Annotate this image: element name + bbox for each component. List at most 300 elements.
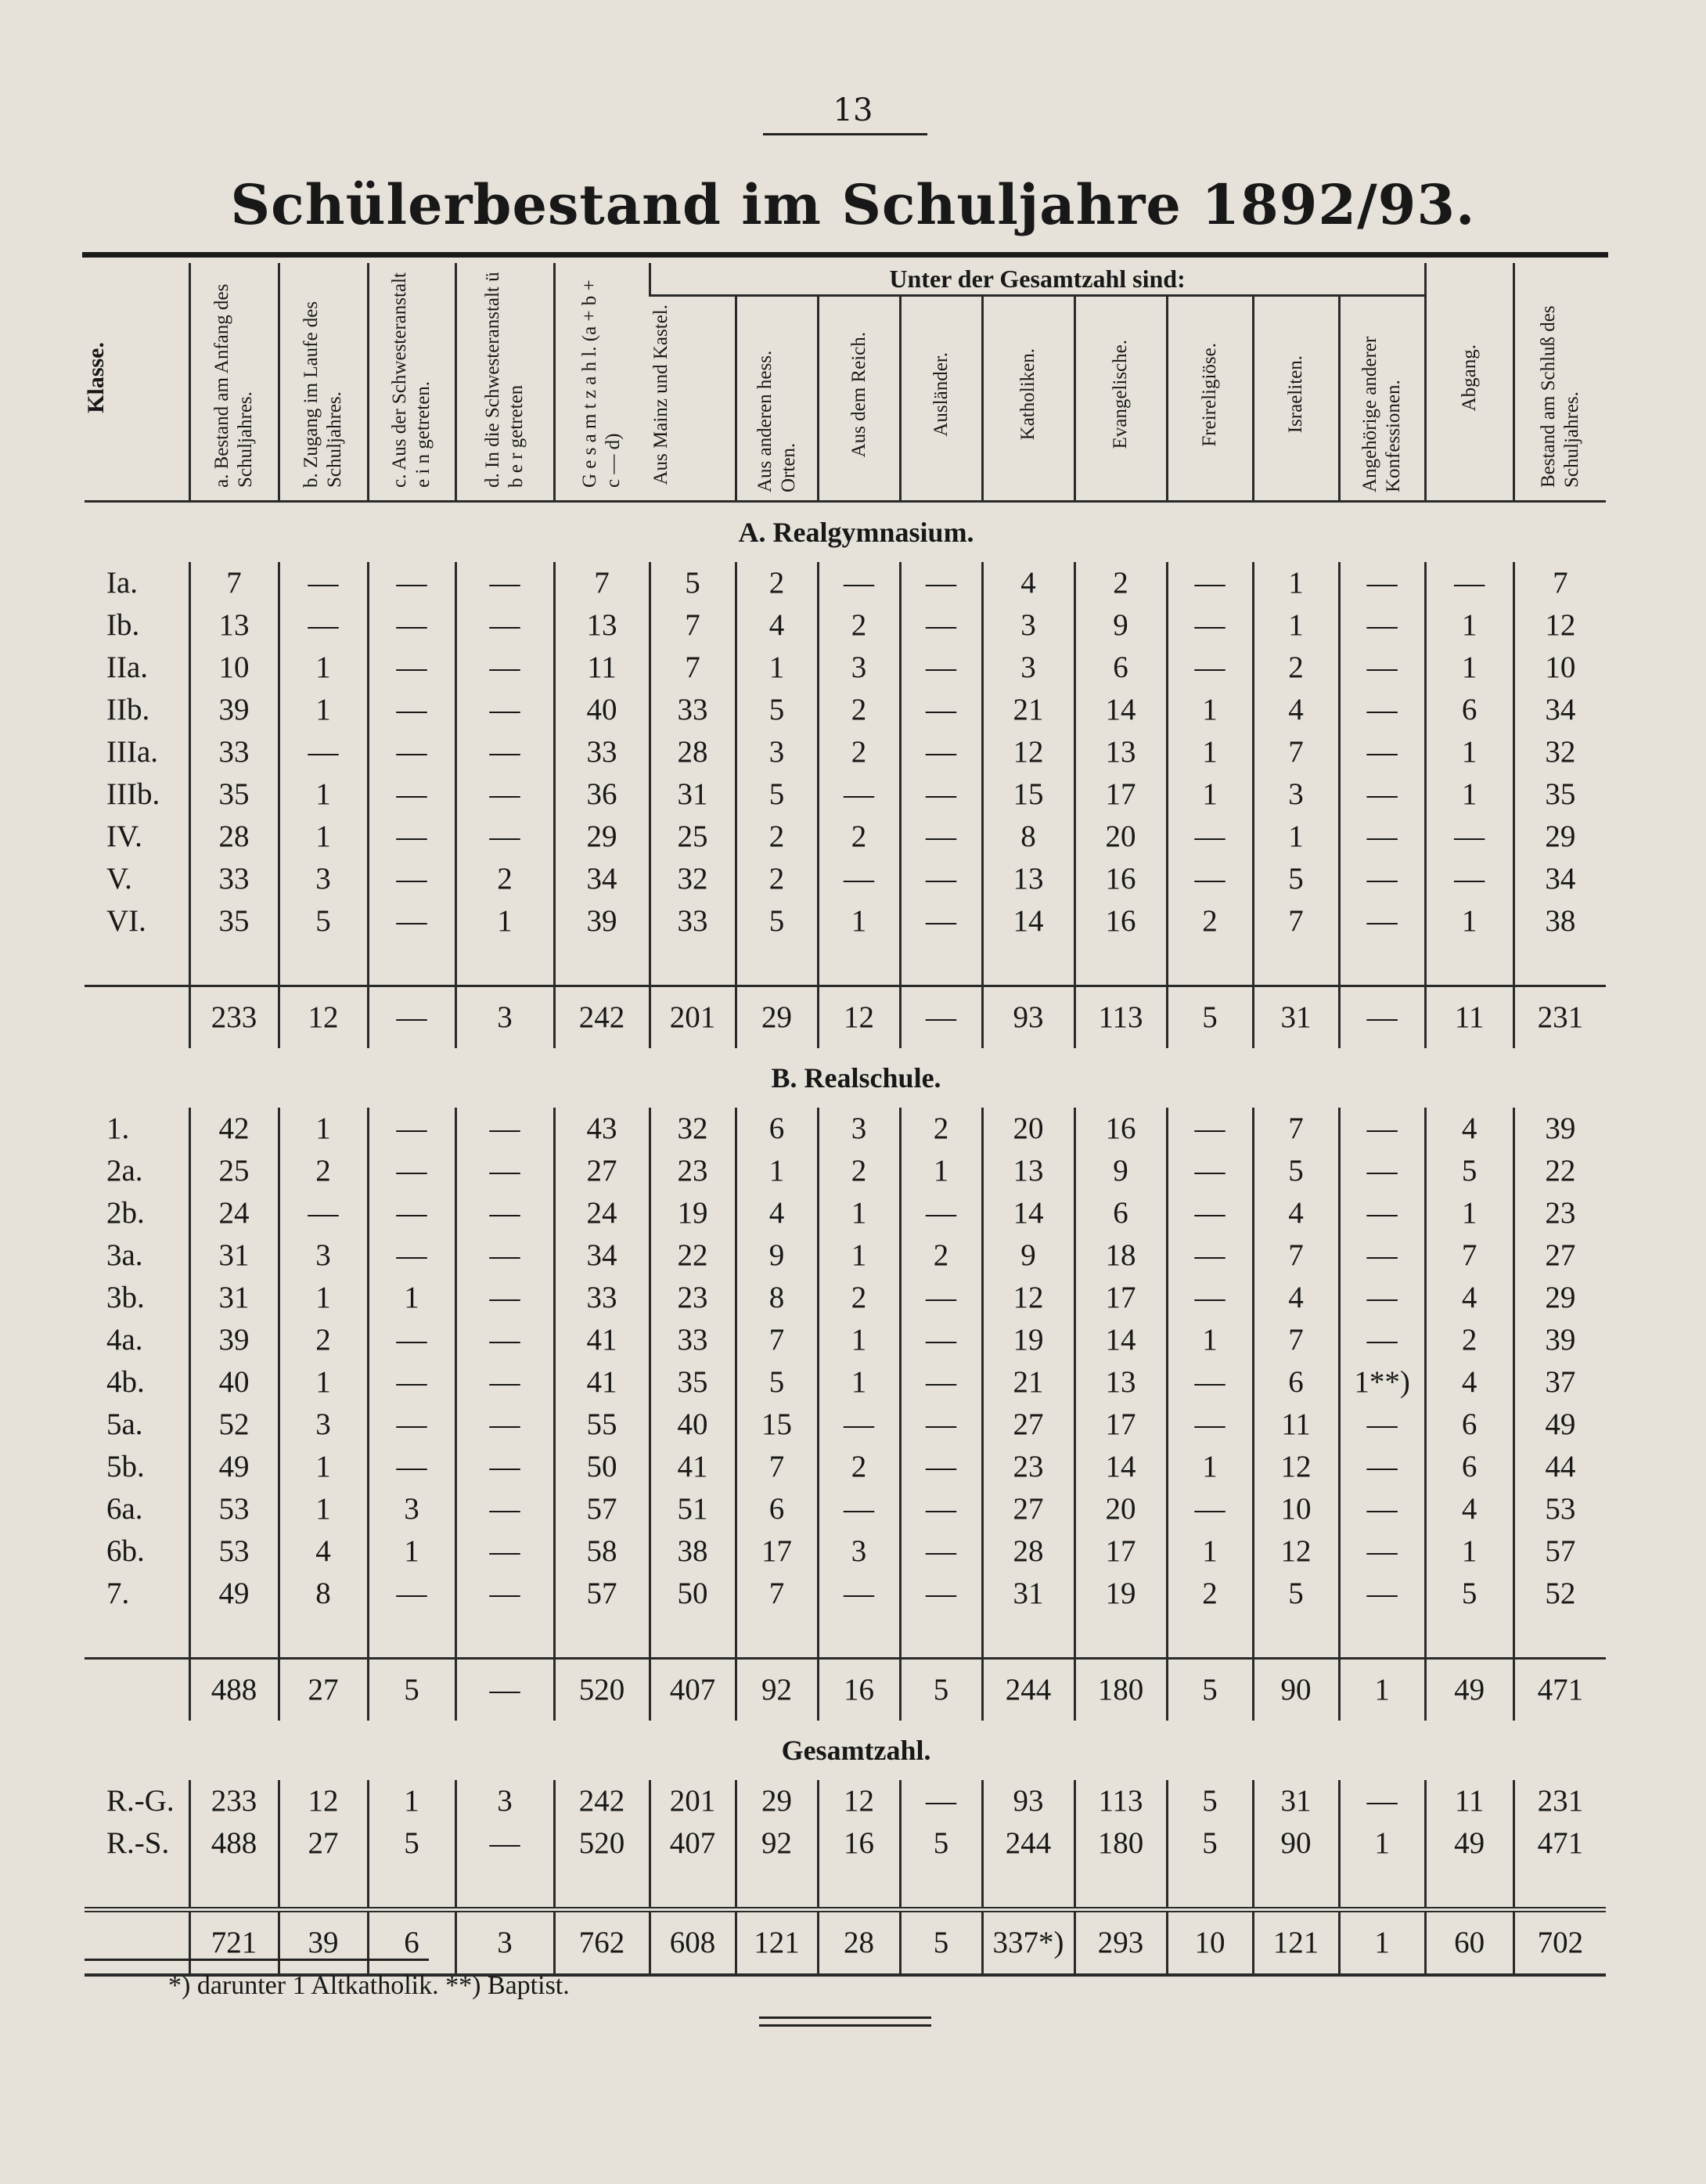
table-cell: 113 — [1074, 1780, 1167, 1822]
table-cell: 5 — [368, 1659, 455, 1721]
table-cell: 24 — [189, 1192, 279, 1234]
table-cell: 1 — [279, 1488, 368, 1530]
row-label: 3b. — [106, 1281, 145, 1314]
gesamtzahl-body — [85, 1721, 1606, 1975]
spacer-cell — [1253, 1865, 1339, 1910]
col-head-ausl: Ausländer. — [900, 296, 982, 502]
table-cell: 1 — [1167, 689, 1253, 731]
table-row — [85, 731, 1606, 773]
table-cell: — — [1339, 1780, 1425, 1822]
table-cell: 5 — [1253, 858, 1339, 900]
table-cell: 2 — [818, 1277, 900, 1319]
table-cell: 1 — [1425, 604, 1513, 647]
table-cell: 6 — [1425, 1446, 1513, 1488]
col-head-b: b. Zugang im Laufe des Schuljahres. — [279, 263, 368, 502]
spacer-cell — [189, 942, 279, 986]
table-cell: — — [900, 1446, 982, 1488]
table-cell: 35 — [1513, 773, 1606, 816]
table-cell: 3 — [982, 604, 1074, 647]
table-cell: 2 — [818, 816, 900, 858]
table-cell: 293 — [1074, 1910, 1167, 1976]
table-cell: 29 — [1513, 1277, 1606, 1319]
spacer-cell — [368, 1865, 455, 1910]
table-cell: 16 — [818, 1659, 900, 1721]
table-cell: — — [1425, 562, 1513, 604]
table-cell: 14 — [1074, 1446, 1167, 1488]
table-cell: 6 — [1425, 1404, 1513, 1446]
col-head-klasse: Klasse. — [85, 263, 189, 502]
table-cell: 49 — [1425, 1659, 1513, 1721]
table-cell: 5 — [1167, 1659, 1253, 1721]
row-label: 7. — [106, 1577, 130, 1610]
table-cell: 5 — [1425, 1573, 1513, 1615]
table-cell: — — [1339, 1277, 1425, 1319]
table-cell: 5 — [1167, 1822, 1253, 1865]
table-cell: 33 — [650, 1319, 736, 1361]
table-cell: 21 — [982, 689, 1074, 731]
table-cell: — — [455, 1530, 554, 1573]
table-cell: 1 — [818, 1192, 900, 1234]
table-cell: — — [368, 1108, 455, 1150]
table-cell: — — [1339, 986, 1425, 1049]
page-number-rule — [763, 133, 927, 135]
table-cell: 7 — [736, 1319, 818, 1361]
table-cell: — — [900, 1404, 982, 1446]
table-cell: 53 — [1513, 1488, 1606, 1530]
spacer-cell — [900, 942, 982, 986]
table-cell: 11 — [1253, 1404, 1339, 1446]
table-cell: 12 — [279, 1780, 368, 1822]
table-cell: 14 — [1074, 1319, 1167, 1361]
row-label: 4a. — [106, 1323, 143, 1357]
table-cell: 233 — [189, 1780, 279, 1822]
row-label: 2a. — [106, 1154, 143, 1188]
table-cell: 93 — [982, 1780, 1074, 1822]
table-cell: 2 — [279, 1319, 368, 1361]
table-cell: 4 — [1425, 1361, 1513, 1404]
table-cell: 13 — [982, 1150, 1074, 1192]
table-cell: 1 — [1167, 773, 1253, 816]
spacer-cell — [650, 1615, 736, 1659]
table-cell: — — [368, 1573, 455, 1615]
table-cell: 14 — [1074, 689, 1167, 731]
row-label: 2b. — [106, 1196, 145, 1230]
table-cell: — — [1167, 858, 1253, 900]
table-cell: 1 — [1253, 816, 1339, 858]
table-cell: 1 — [1425, 647, 1513, 689]
table-cell: 53 — [189, 1488, 279, 1530]
table-cell: 33 — [554, 1277, 650, 1319]
spacer-cell — [1167, 942, 1253, 986]
row-label: V. — [106, 862, 132, 896]
table-cell: — — [1167, 1488, 1253, 1530]
table-cell: 27 — [279, 1659, 368, 1721]
table-row — [85, 816, 1606, 858]
table-cell: — — [1339, 1108, 1425, 1150]
spacer-cell — [455, 942, 554, 986]
table-cell: 17 — [1074, 1277, 1167, 1319]
table-cell: 5 — [1253, 1573, 1339, 1615]
title-rule — [82, 252, 1608, 258]
table-cell: 16 — [1074, 1108, 1167, 1150]
table-cell: 7 — [736, 1446, 818, 1488]
table-cell: — — [900, 689, 982, 731]
table-cell: 8 — [279, 1573, 368, 1615]
table-cell: 23 — [1513, 1192, 1606, 1234]
table-cell: 53 — [189, 1530, 279, 1573]
page-number: 13 — [833, 92, 873, 128]
spacer-cell — [1253, 1615, 1339, 1659]
table-cell: 29 — [1513, 816, 1606, 858]
table-cell: — — [455, 816, 554, 858]
spacer-cell — [554, 1865, 650, 1910]
table-cell: 6 — [1253, 1361, 1339, 1404]
table-cell: 13 — [554, 604, 650, 647]
table-cell: 231 — [1513, 986, 1606, 1049]
table-cell: 5 — [736, 900, 818, 942]
col-head-evang: Evangelische. — [1074, 296, 1167, 502]
table-cell: 12 — [982, 731, 1074, 773]
table-cell: 721 — [189, 1910, 279, 1976]
table-cell: — — [1339, 604, 1425, 647]
table-cell: 3 — [736, 731, 818, 773]
table-cell: — — [368, 562, 455, 604]
table-cell: 3 — [455, 1780, 554, 1822]
table-cell: 4 — [1253, 1192, 1339, 1234]
table-cell: — — [455, 562, 554, 604]
table-cell: 7 — [189, 562, 279, 604]
table-cell: 92 — [736, 1659, 818, 1721]
table-cell: 29 — [554, 816, 650, 858]
table-cell: 42 — [189, 1108, 279, 1150]
table-cell: — — [900, 647, 982, 689]
table-cell: 1 — [900, 1150, 982, 1192]
table-cell: 37 — [1513, 1361, 1606, 1404]
table-cell: 39 — [279, 1910, 368, 1976]
table-cell: 25 — [189, 1150, 279, 1192]
table-cell: — — [900, 731, 982, 773]
census-table — [85, 263, 1606, 1977]
spacer-cell — [1074, 942, 1167, 986]
table-cell: 90 — [1253, 1659, 1339, 1721]
table-cell: 1 — [279, 647, 368, 689]
table-cell: 52 — [189, 1404, 279, 1446]
table-cell: — — [455, 1573, 554, 1615]
table-cell: 6 — [368, 1910, 455, 1976]
footnote-rule — [85, 1959, 429, 1961]
table-cell: 13 — [1074, 731, 1167, 773]
table-cell: — — [1167, 562, 1253, 604]
table-cell: 41 — [554, 1361, 650, 1404]
table-cell: 1 — [279, 1277, 368, 1319]
spacer-cell — [1339, 1615, 1425, 1659]
table-cell: 5 — [736, 773, 818, 816]
table-cell: — — [1339, 1573, 1425, 1615]
row-label: R.-G. — [106, 1784, 175, 1818]
table-cell: — — [368, 1404, 455, 1446]
table-cell: 1 — [368, 1780, 455, 1822]
table-cell: 762 — [554, 1910, 650, 1976]
table-cell: 2 — [736, 562, 818, 604]
table-cell: 242 — [554, 1780, 650, 1822]
table-cell: 10 — [1167, 1910, 1253, 1976]
realgymnasium-body — [85, 502, 1606, 1049]
spacer-cell — [1425, 1865, 1513, 1910]
end-rule-1 — [759, 2016, 931, 2019]
table-cell: 40 — [650, 1404, 736, 1446]
table-cell: 4 — [1425, 1277, 1513, 1319]
table-cell: 49 — [1513, 1404, 1606, 1446]
table-cell: 121 — [736, 1910, 818, 1976]
table-cell: 2 — [1425, 1319, 1513, 1361]
table-cell: 17 — [1074, 773, 1167, 816]
table-cell: 16 — [818, 1822, 900, 1865]
table-cell: 1 — [1167, 731, 1253, 773]
spacer-cell — [455, 1615, 554, 1659]
spacer-row — [85, 942, 1606, 986]
table-cell: 233 — [189, 986, 279, 1049]
end-rule-2 — [759, 2024, 931, 2027]
table-cell: 4 — [982, 562, 1074, 604]
table-cell: 34 — [554, 858, 650, 900]
table-cell: 13 — [189, 604, 279, 647]
table-cell: 49 — [189, 1573, 279, 1615]
table-cell: — — [368, 858, 455, 900]
table-cell: 4 — [1425, 1488, 1513, 1530]
table-cell: 31 — [1253, 986, 1339, 1049]
table-cell: 5 — [736, 689, 818, 731]
row-label: 5a. — [106, 1407, 143, 1441]
col-head-abgang: Abgang. — [1425, 263, 1513, 502]
table-cell: 24 — [554, 1192, 650, 1234]
table-cell: 180 — [1074, 1822, 1167, 1865]
table-cell: 15 — [736, 1404, 818, 1446]
section-title: Gesamtzahl. — [781, 1735, 931, 1766]
table-cell: 5 — [900, 1910, 982, 1976]
table-cell: 608 — [650, 1910, 736, 1976]
table-cell: 4 — [279, 1530, 368, 1573]
table-cell: 9 — [982, 1234, 1074, 1277]
table-cell: 11 — [1425, 986, 1513, 1049]
table-cell: 28 — [189, 816, 279, 858]
table-cell: 1 — [1339, 1822, 1425, 1865]
table-cell: 2 — [818, 731, 900, 773]
table-cell: 23 — [650, 1150, 736, 1192]
table-cell: 28 — [650, 731, 736, 773]
table-cell: 9 — [1074, 604, 1167, 647]
table-cell: 702 — [1513, 1910, 1606, 1976]
table-cell: 4 — [1425, 1108, 1513, 1150]
table-cell: 57 — [1513, 1530, 1606, 1573]
table-cell: — — [455, 604, 554, 647]
table-cell: — — [455, 1234, 554, 1277]
table-row — [85, 1192, 1606, 1234]
table-cell: — — [818, 562, 900, 604]
spacer-row — [85, 1865, 1606, 1910]
table-cell: 201 — [650, 986, 736, 1049]
table-cell: 39 — [554, 900, 650, 942]
spacer-cell — [736, 942, 818, 986]
table-cell: 1 — [1425, 1530, 1513, 1573]
table-cell: 32 — [650, 1108, 736, 1150]
table-cell: — — [818, 1488, 900, 1530]
table-row — [85, 1234, 1606, 1277]
table-cell: 40 — [189, 1361, 279, 1404]
table-cell: 7 — [1253, 1234, 1339, 1277]
table-row — [85, 1108, 1606, 1150]
table-cell: — — [900, 1361, 982, 1404]
table-cell: 29 — [736, 986, 818, 1049]
table-cell: 39 — [1513, 1319, 1606, 1361]
table-cell: 1 — [279, 1446, 368, 1488]
table-cell: 7 — [650, 647, 736, 689]
table-cell: 6 — [736, 1108, 818, 1150]
table-cell: — — [368, 1150, 455, 1192]
spacer-cell — [900, 1615, 982, 1659]
table-cell: — — [368, 900, 455, 942]
table-cell: 16 — [1074, 900, 1167, 942]
table-cell: 93 — [982, 986, 1074, 1049]
table-cell: 4 — [736, 1192, 818, 1234]
spacer-cell — [455, 1865, 554, 1910]
table-cell: 31 — [1253, 1780, 1339, 1822]
col-head-reich: Aus dem Reich. — [818, 296, 900, 502]
table-cell: 1 — [818, 1361, 900, 1404]
col-head-c: c. Aus der Schwesteranstalt e i n getreten. — [368, 263, 455, 502]
table-cell: — — [1167, 604, 1253, 647]
table-cell: 471 — [1513, 1822, 1606, 1865]
spacer-cell — [554, 942, 650, 986]
table-cell: 55 — [554, 1404, 650, 1446]
table-cell: — — [900, 1319, 982, 1361]
spacer-cell — [982, 1615, 1074, 1659]
table-cell: 19 — [650, 1192, 736, 1234]
table-cell: 5 — [368, 1822, 455, 1865]
table-cell: 44 — [1513, 1446, 1606, 1488]
table-cell: 31 — [189, 1277, 279, 1319]
spacer-cell — [279, 942, 368, 986]
table-cell: 7 — [1253, 731, 1339, 773]
table-cell: 6 — [1074, 1192, 1167, 1234]
table-cell: — — [900, 1573, 982, 1615]
table-cell: 4 — [1253, 1277, 1339, 1319]
table-cell: 6 — [1074, 647, 1167, 689]
spacer-row — [85, 1615, 1606, 1659]
table-cell: — — [1425, 858, 1513, 900]
table-cell: 5 — [1253, 1150, 1339, 1192]
table-cell: — — [1167, 1192, 1253, 1234]
table-cell: 7 — [736, 1573, 818, 1615]
table-cell: 39 — [189, 689, 279, 731]
table-cell: — — [1167, 647, 1253, 689]
table-cell: 7 — [1425, 1234, 1513, 1277]
table-cell: 1 — [818, 1234, 900, 1277]
spacer-cell — [1513, 1865, 1606, 1910]
table-cell: 3 — [818, 1108, 900, 1150]
row-label: 1. — [106, 1112, 130, 1145]
table-cell: 12 — [279, 986, 368, 1049]
row-label: 3a. — [106, 1238, 143, 1272]
table-cell: 20 — [982, 1108, 1074, 1150]
table-cell: — — [1339, 858, 1425, 900]
spacer-cell — [189, 1865, 279, 1910]
col-head-a: a. Bestand am Anfang des Schuljahres. — [189, 263, 279, 502]
table-cell: 3 — [455, 986, 554, 1049]
row-label: IIIb. — [106, 777, 160, 811]
table-cell: 27 — [982, 1404, 1074, 1446]
table-cell: — — [279, 1192, 368, 1234]
page-title: Schülerbestand im Schuljahre 1892/93. — [230, 172, 1476, 237]
table-cell: — — [900, 562, 982, 604]
table-cell: 1 — [279, 816, 368, 858]
table-cell: 13 — [982, 858, 1074, 900]
table-cell: 11 — [1425, 1780, 1513, 1822]
table-cell: — — [1167, 1361, 1253, 1404]
table-cell: 17 — [1074, 1530, 1167, 1573]
table-cell: — — [1167, 1277, 1253, 1319]
table-cell: — — [368, 1446, 455, 1488]
row-label: IIb. — [106, 693, 150, 726]
table-cell: — — [455, 1319, 554, 1361]
spacer-cell — [650, 942, 736, 986]
row-label: 5b. — [106, 1450, 145, 1483]
spacer-cell — [368, 942, 455, 986]
col-head-d: d. In die Schwesteranstalt ü b e r getreten — [455, 263, 554, 502]
table-row — [85, 1361, 1606, 1404]
table-cell: 244 — [982, 1822, 1074, 1865]
table-cell: — — [455, 731, 554, 773]
table-cell: 16 — [1074, 858, 1167, 900]
table-cell: 49 — [189, 1446, 279, 1488]
table-cell: 1 — [279, 1108, 368, 1150]
table-cell: 1**) — [1339, 1361, 1425, 1404]
table-cell: 18 — [1074, 1234, 1167, 1277]
table-cell: 33 — [554, 731, 650, 773]
spacer-cell — [1167, 1615, 1253, 1659]
row-label — [85, 1659, 189, 1721]
table-cell: 520 — [554, 1659, 650, 1721]
table-cell: — — [368, 731, 455, 773]
table-cell: 27 — [554, 1150, 650, 1192]
spacer-cell — [900, 1865, 982, 1910]
table-cell: — — [818, 858, 900, 900]
table-cell: 28 — [818, 1910, 900, 1976]
row-label: R.-S. — [106, 1826, 170, 1860]
table-cell: 22 — [1513, 1150, 1606, 1192]
table-cell: — — [368, 1319, 455, 1361]
table-cell: — — [900, 816, 982, 858]
table-cell: 1 — [1425, 1192, 1513, 1234]
table-cell: — — [455, 1361, 554, 1404]
section-title-row — [85, 1721, 1606, 1780]
table-cell: 9 — [1074, 1150, 1167, 1192]
table-cell: — — [1167, 1108, 1253, 1150]
table-cell: 33 — [189, 858, 279, 900]
table-cell: — — [900, 858, 982, 900]
table-cell: 19 — [982, 1319, 1074, 1361]
table-cell: 12 — [818, 986, 900, 1049]
table-cell: 34 — [1513, 858, 1606, 900]
table-cell: — — [1339, 1530, 1425, 1573]
table-cell: 1 — [1253, 604, 1339, 647]
table-cell: 22 — [650, 1234, 736, 1277]
table-cell: — — [900, 986, 982, 1049]
table-cell: 488 — [189, 1659, 279, 1721]
table-cell: — — [818, 773, 900, 816]
table-row — [85, 647, 1606, 689]
table-cell: — — [1339, 689, 1425, 731]
table-cell: 31 — [189, 1234, 279, 1277]
